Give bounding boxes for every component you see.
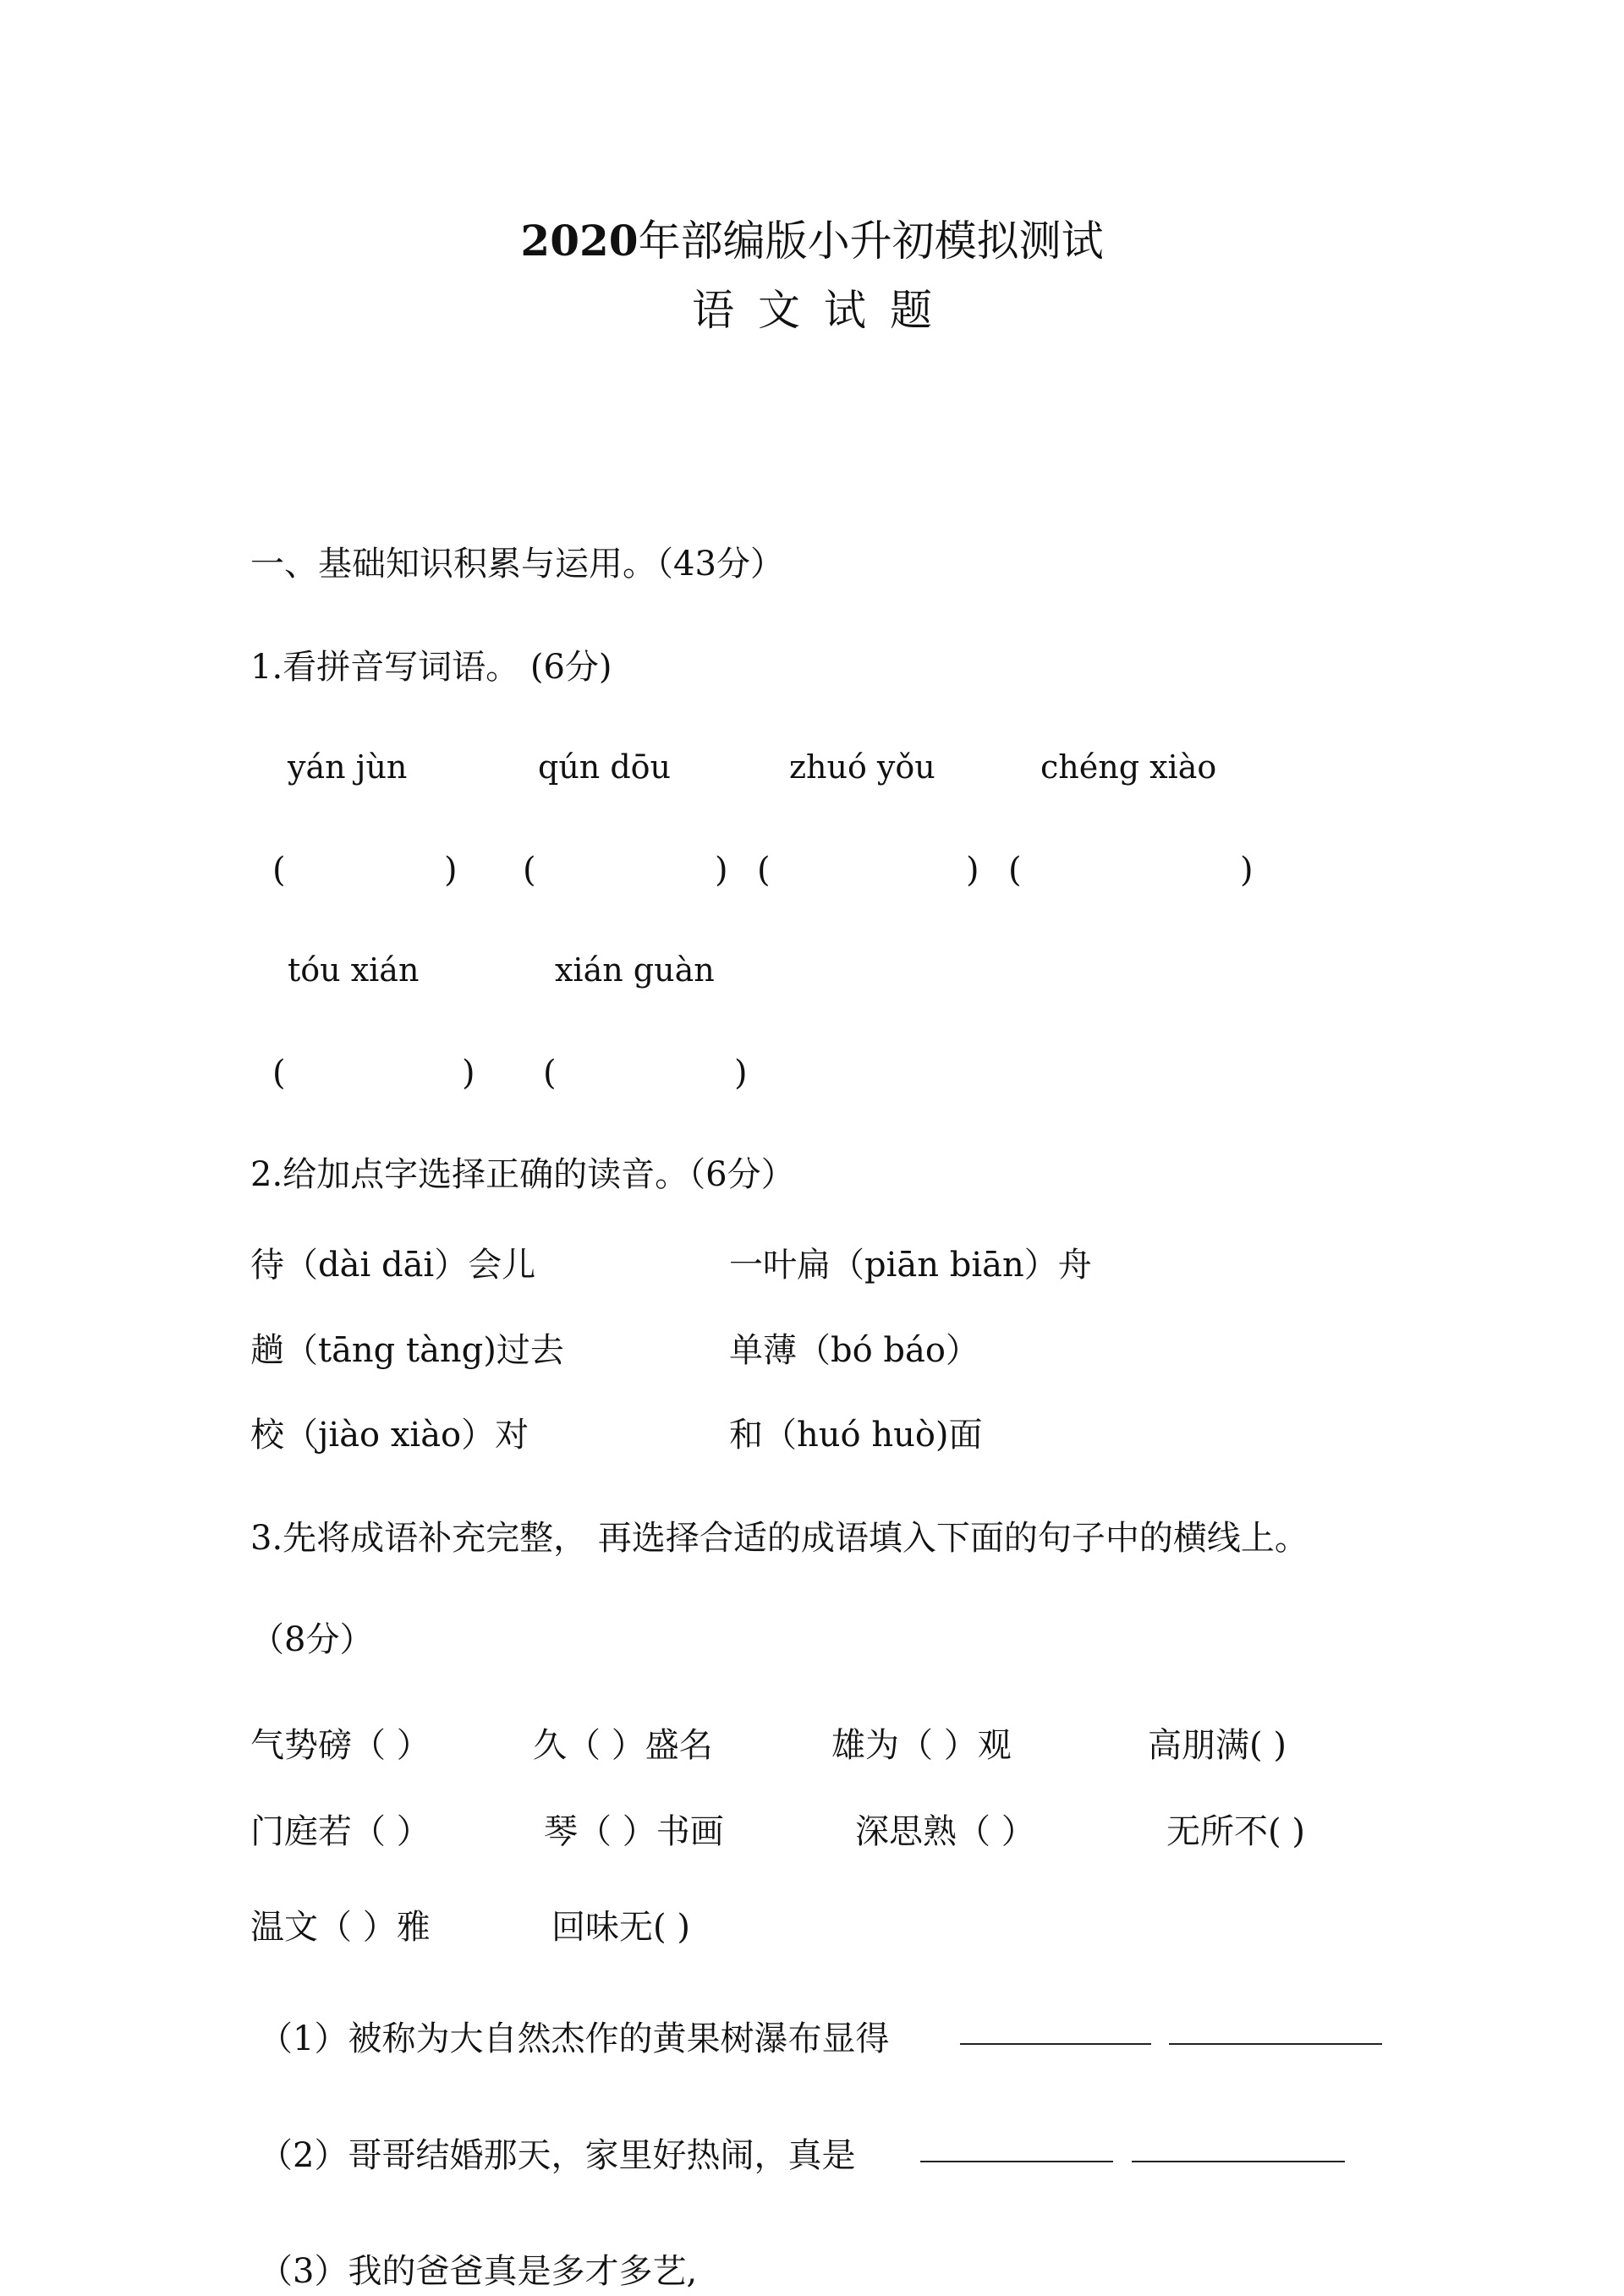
answer-bracket-close: )	[444, 851, 458, 890]
answer-line[interactable]	[1169, 2043, 1382, 2045]
exam-title-year: 2020	[520, 216, 639, 266]
answer-bracket-close: )	[462, 1054, 475, 1093]
reading-choice: 校（jiào xiào）对	[250, 1416, 529, 1455]
fill-sentence	[259, 2251, 697, 2292]
reading-choice: 待（dài dāi）会儿	[250, 1246, 536, 1285]
question-3-heading: 3.先将成语补充完整， 再选择合适的成语填入下面的句子中的横线上。	[250, 1519, 1309, 1558]
idiom-blank: 深思熟（ ）	[855, 1812, 1035, 1851]
answer-bracket-close: )	[715, 851, 728, 890]
question-1-heading: 1.看拼音写词语。 (6分)	[250, 648, 612, 687]
section-heading: 一、基础知识积累与运用。（43分）	[250, 545, 784, 584]
fill-sentence-text: （2）哥哥结婚那天，家里好热闹，真是	[259, 2136, 856, 2175]
fill-sentence-text: （1）被称为大自然杰作的黄果树瀑布显得	[259, 2019, 890, 2058]
idiom-blank: 回味无( )	[551, 1908, 690, 1947]
idiom-blank: 高朋满( )	[1148, 1726, 1287, 1765]
answer-bracket-close: )	[734, 1054, 748, 1093]
reading-choice: 一叶扁（piān biān）舟	[729, 1246, 1092, 1285]
answer-line[interactable]	[920, 2161, 1113, 2162]
idiom-blank: 温文（ ）雅	[250, 1908, 431, 1947]
answer-bracket-open: (	[523, 851, 536, 890]
answer-line[interactable]	[1132, 2161, 1345, 2162]
idiom-blank: 门庭若（ ）	[250, 1812, 431, 1851]
answer-bracket-close: )	[966, 851, 979, 890]
idiom-blank: 久（ ）盛名	[533, 1726, 713, 1765]
idiom-blank: 气势磅（ ）	[250, 1726, 431, 1765]
idiom-blank: 无所不( )	[1166, 1812, 1305, 1851]
idiom-blank: 琴（ ）书画	[544, 1812, 724, 1851]
pinyin-item: qún dōu	[538, 748, 672, 786]
pinyin-item: tóu xián	[288, 951, 420, 989]
exam-title	[0, 207, 1624, 268]
exam-subtitle: 语文试题	[692, 286, 956, 335]
fill-sentence-text: （3）我的爸爸真是多才多艺,	[259, 2252, 698, 2291]
fill-sentence	[259, 2135, 855, 2176]
reading-choice: 单薄（bó báo）	[729, 1331, 979, 1370]
question-3-points: （8分）	[250, 1620, 374, 1659]
answer-bracket-open: (	[757, 851, 771, 890]
pinyin-item: chéng xiào	[1040, 748, 1217, 786]
exam-title-text: 年部编版小升初模拟测试	[638, 216, 1104, 266]
answer-bracket-open: (	[1008, 851, 1022, 890]
answer-bracket-open: (	[272, 851, 286, 890]
question-2-heading: 2.给加点字选择正确的读音。（6分）	[250, 1155, 795, 1194]
answer-bracket-close: )	[1240, 851, 1254, 890]
idiom-blank: 雄为（ ）观	[831, 1726, 1012, 1765]
reading-choice: 趟（tāng tàng)过去	[250, 1331, 564, 1370]
reading-choice: 和（huó huò)面	[729, 1416, 983, 1455]
pinyin-item: zhuó yǒu	[789, 748, 935, 786]
answer-bracket-open: (	[272, 1054, 286, 1093]
fill-sentence	[259, 2019, 889, 2059]
pinyin-item: yán jùn	[288, 748, 408, 786]
answer-bracket-open: (	[543, 1054, 557, 1093]
answer-line[interactable]	[960, 2043, 1151, 2045]
pinyin-item: xián guàn	[555, 951, 715, 989]
